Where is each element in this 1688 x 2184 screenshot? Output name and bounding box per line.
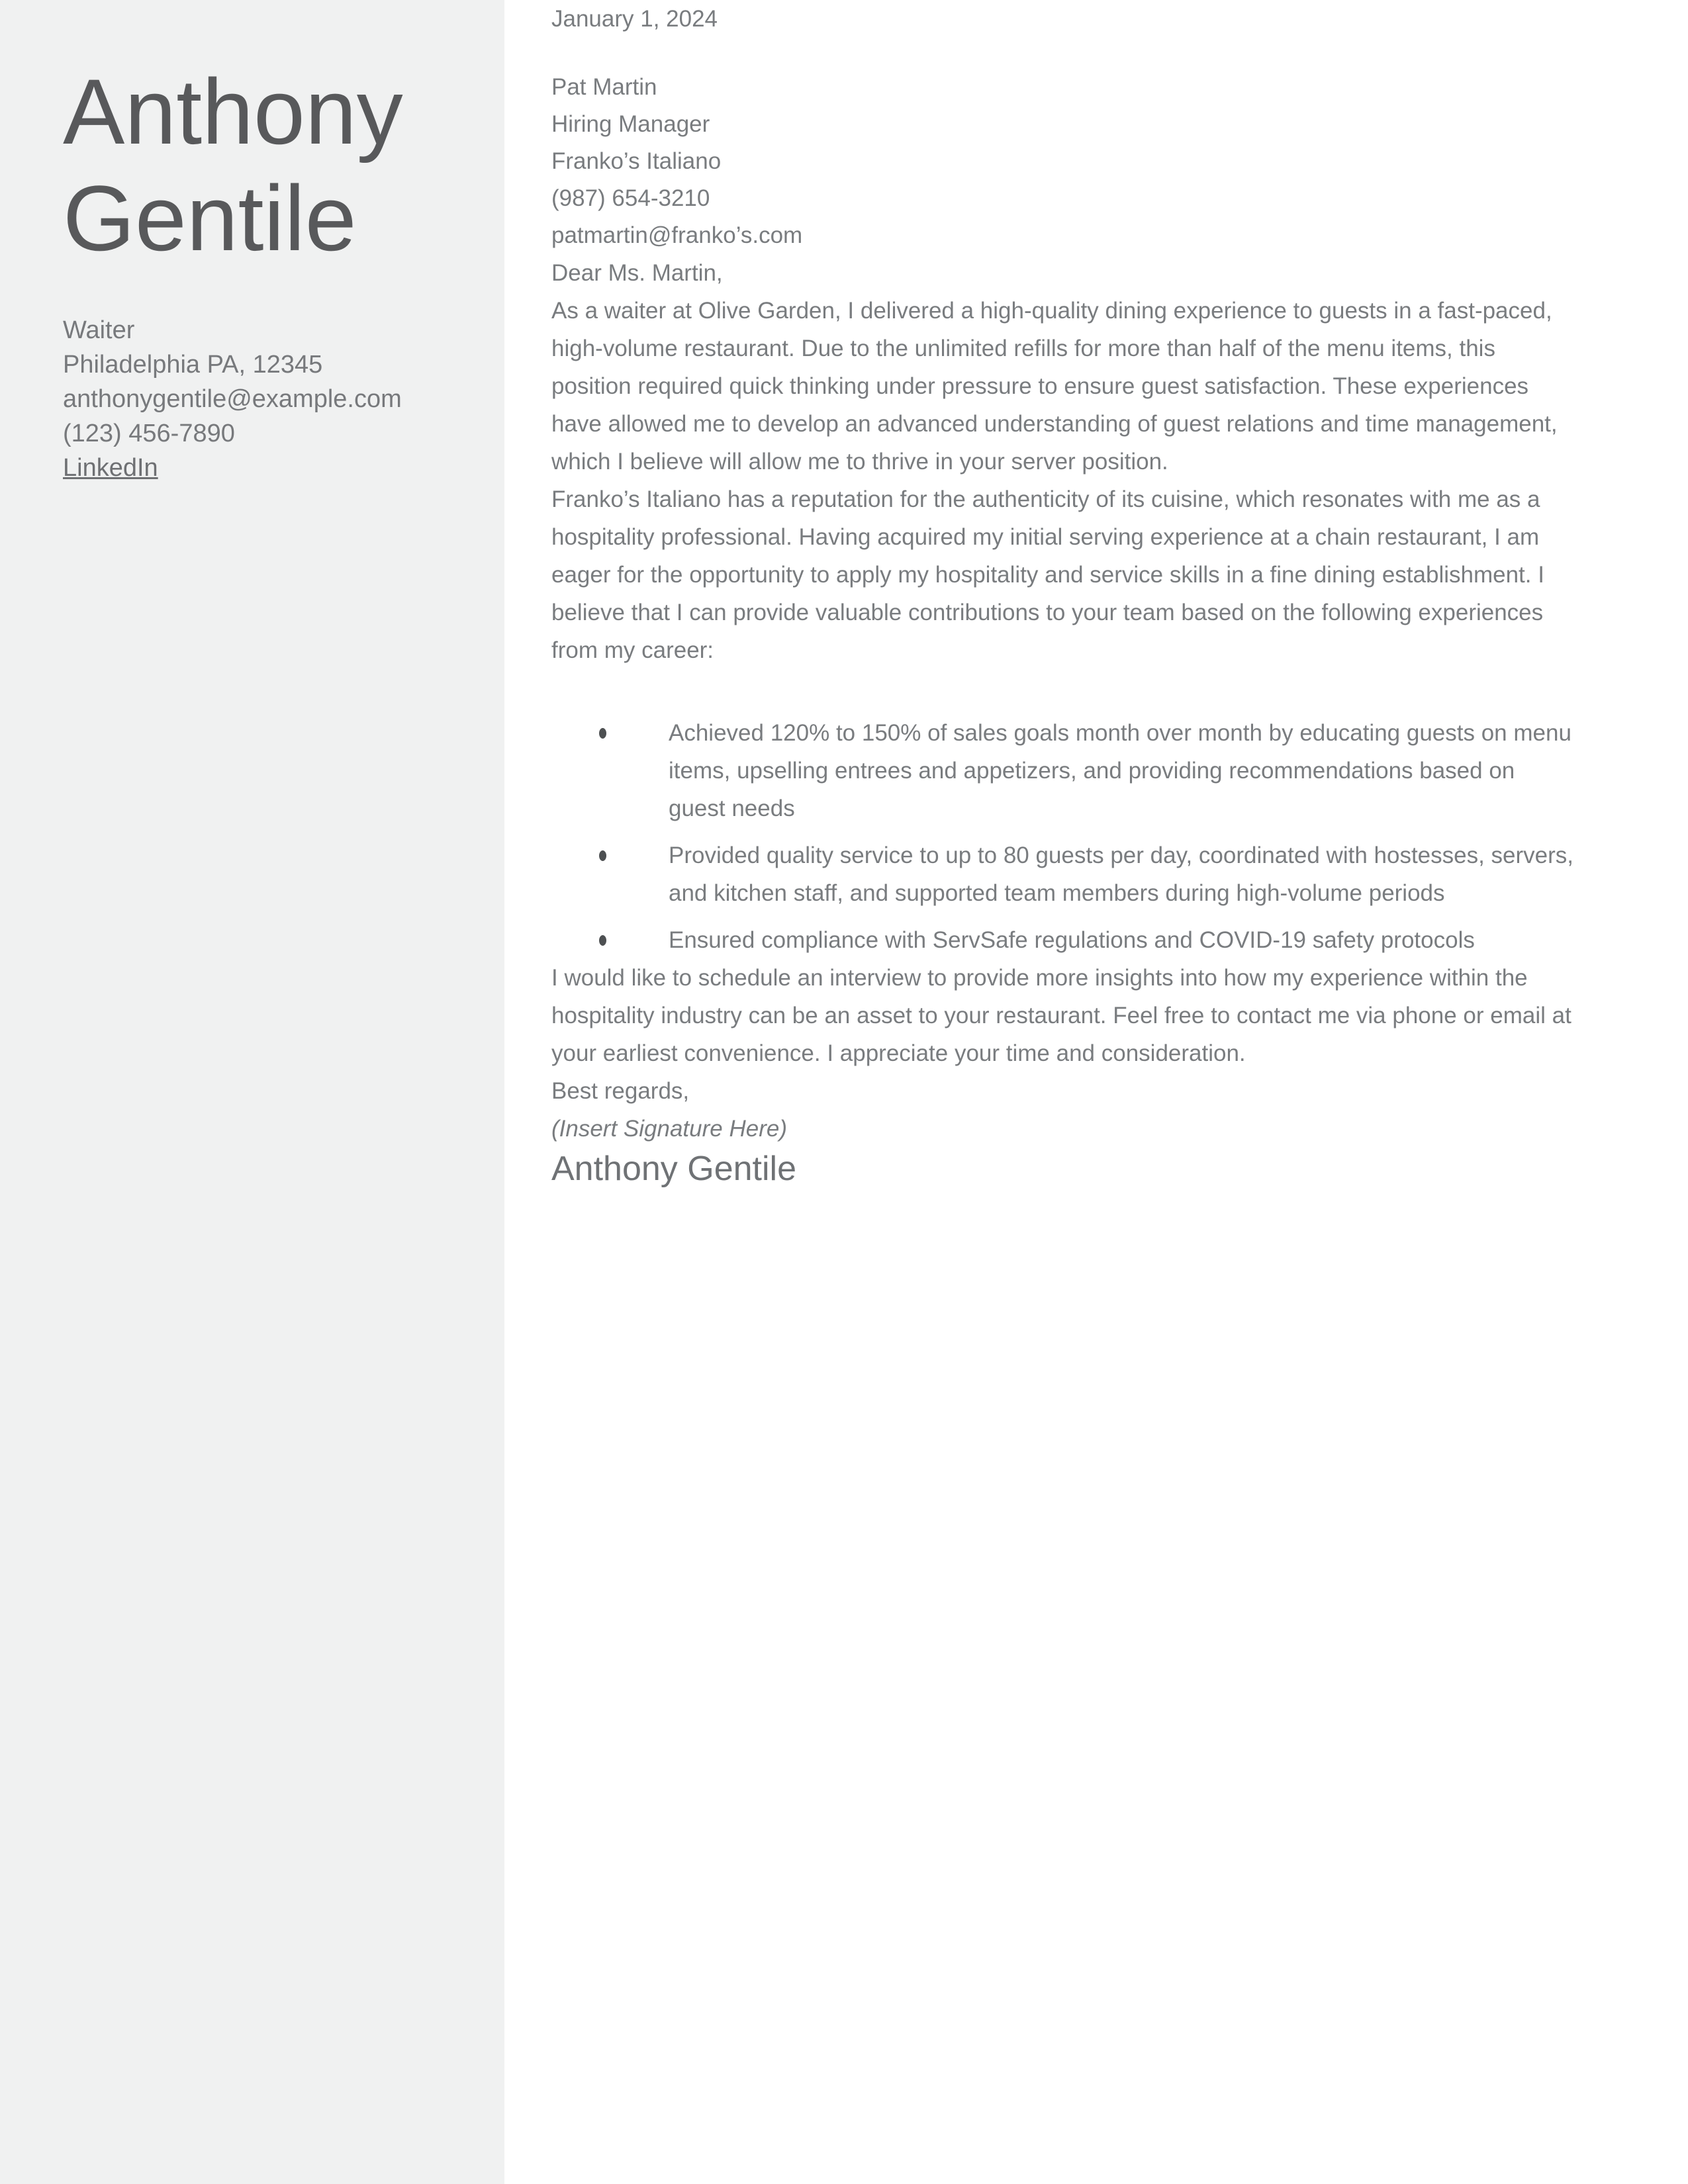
recipient-phone: (987) 654-3210	[551, 185, 710, 211]
bullet-item: Provided quality service to up to 80 guests per day, coordinated with hostesses, servers, and kitchen staff, and supported team members during high-volume periods	[551, 837, 1574, 912]
closing-paragraph: I would like to schedule an interview to provide more insights into how my experience within the hospitality industry can be an asset to your restaurant. Feel free to contact me via phone or email at your earliest convenience. I appreciate your time and consideration.	[551, 965, 1571, 1066]
letter-date: January 1, 2024	[551, 6, 718, 32]
sidebar	[0, 0, 504, 2184]
candidate-title: Waiter	[63, 316, 135, 344]
candidate-name: Anthony Gentile	[63, 60, 403, 270]
recipient-block	[551, 69, 1574, 254]
recipient-title: Hiring Manager	[551, 111, 710, 137]
signoff: Best regards,	[551, 1078, 690, 1104]
bullet-item: Ensured compliance with ServSafe regulations and COVID-19 safety protocols	[551, 921, 1574, 959]
bullet-item: Achieved 120% to 150% of sales goals month over month by educating guests on menu items, upselling entrees and appetizers, and providing recommendations based on guest needs	[551, 714, 1574, 827]
body-paragraph-1: As a waiter at Olive Garden, I delivered a high-quality dining experience to guests in a fast-paced, high-volume restaurant. Due to the unlimited refills for more than half of the menu items, this position required quick thinking under pressure to ensure guest satisfaction. These experiences have allowed me to develop an advanced understanding of guest relations and time management, which I believe will allow me to thrive in your server position.	[551, 298, 1558, 475]
linkedin-link[interactable]: LinkedIn	[63, 454, 158, 482]
salutation: Dear Ms. Martin,	[551, 260, 723, 286]
candidate-location: Philadelphia PA, 12345	[63, 351, 323, 379]
candidate-phone: (123) 456-7890	[63, 420, 235, 447]
signature-name: Anthony Gentile	[551, 1150, 797, 1188]
candidate-email: anthonygentile@example.com	[63, 385, 402, 413]
letter-body	[551, 0, 1574, 1190]
recipient-email: patmartin@franko’s.com	[551, 222, 803, 248]
signature-placeholder: (Insert Signature Here)	[551, 1116, 787, 1142]
bullet-list	[551, 714, 1574, 959]
body-paragraph-2: Franko’s Italiano has a reputation for the authenticity of its cuisine, which resonates with me as a hospitality professional. Having acquired my initial serving experience at a chain restaurant, I am eager for the opportunity to apply my hospitality and service skills in a fine dining establishment. I believe that I can provide valuable contributions to your team based on the following experiences from my career:	[551, 486, 1544, 663]
recipient-name: Pat Martin	[551, 74, 657, 100]
contact-block	[63, 313, 478, 485]
recipient-company: Franko’s Italiano	[551, 148, 722, 174]
